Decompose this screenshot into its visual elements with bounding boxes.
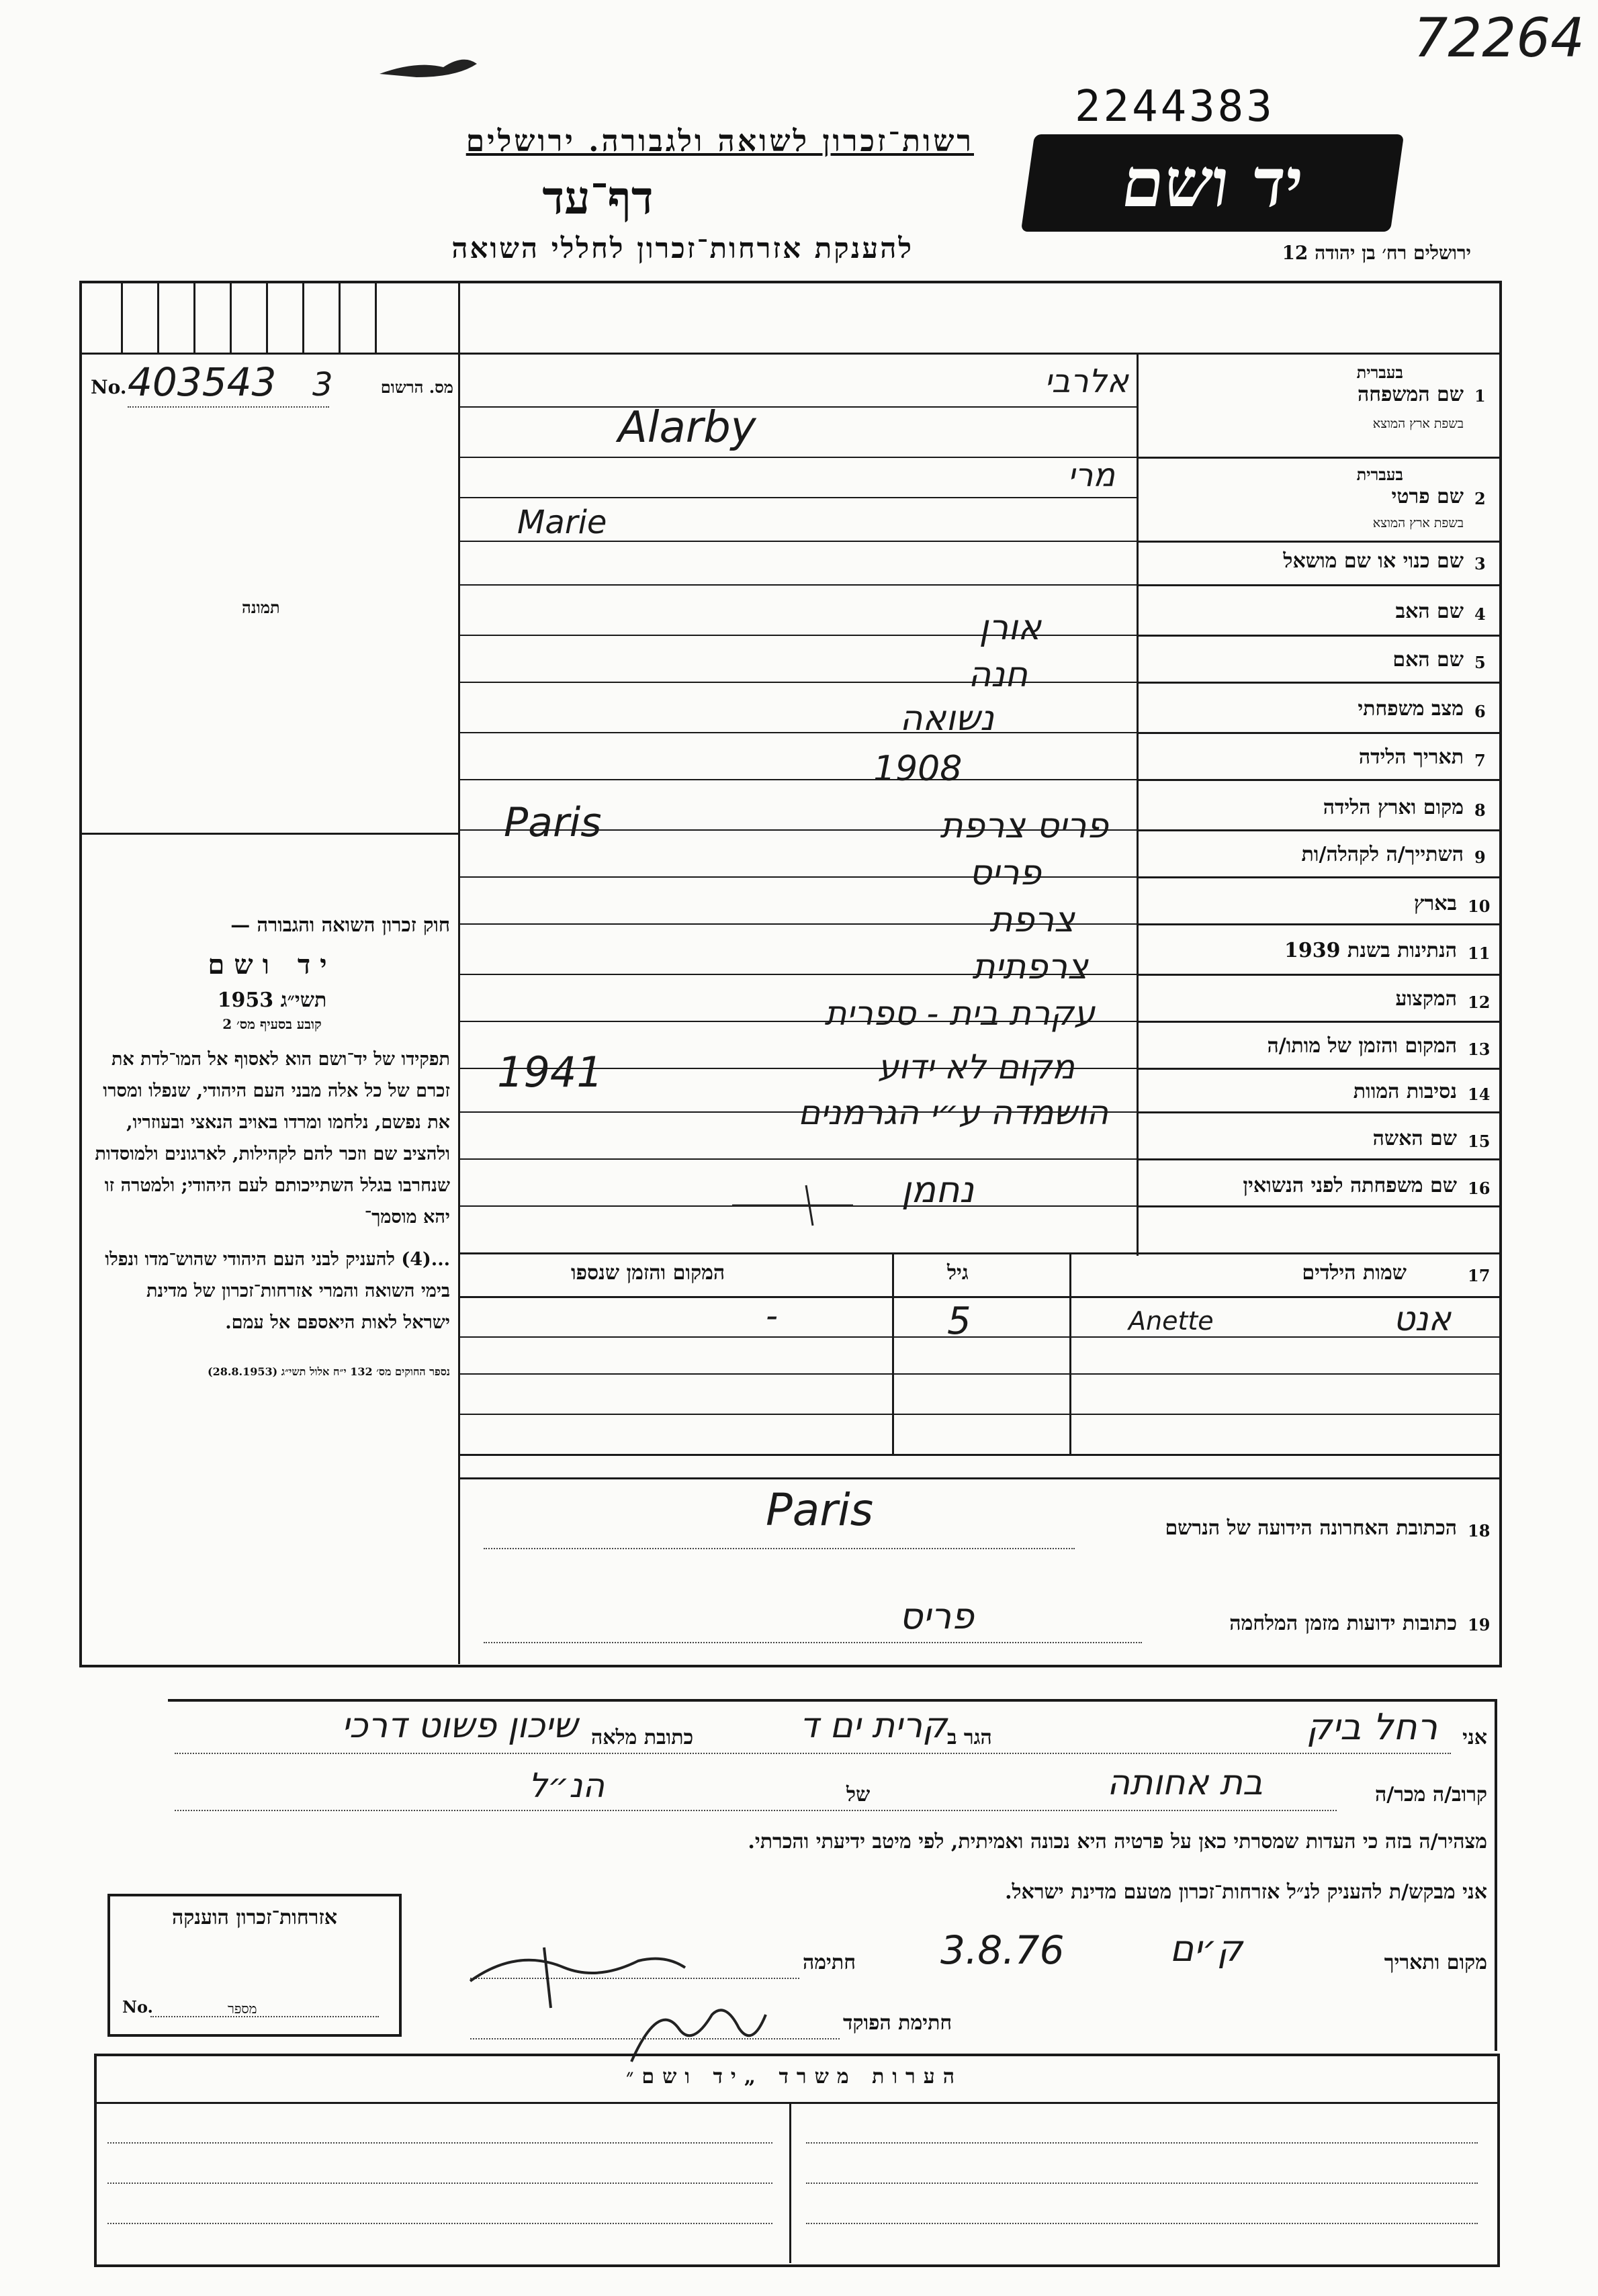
profession: עקרת בית - ספרית <box>824 994 1095 1033</box>
law-clause: קובע בסעיף מס׳ 2 <box>222 1016 322 1032</box>
maiden-name: נחמן <box>901 1168 974 1211</box>
field-8-number: 8 <box>1474 800 1486 820</box>
community: פריס <box>969 853 1041 893</box>
children-age-header: גיל <box>947 1261 969 1285</box>
field-1-label: שם המשפחה <box>1357 383 1464 406</box>
form-title: דף־עד <box>542 171 654 225</box>
yad-vashem-logo: יד ושם <box>1021 134 1404 232</box>
relation-label: קרוב/ה מכר/ה <box>1375 1783 1487 1806</box>
field-10-number: 10 <box>1468 897 1491 916</box>
field-16-label: שם משפחתה לפני הנשואין <box>1243 1174 1457 1197</box>
field-6-label: מצב משפחתי <box>1358 697 1464 721</box>
field-10-label: בארץ <box>1413 892 1457 915</box>
field-2-number: 2 <box>1474 489 1486 508</box>
field-17-number: 17 <box>1468 1266 1491 1285</box>
granted-box <box>107 1894 402 2037</box>
witness-i-label: אני <box>1462 1726 1487 1749</box>
field-4-number: 4 <box>1474 604 1486 624</box>
witness-address-label: כתובת מלאה <box>591 1726 694 1749</box>
surname-latin: Alarby <box>618 403 756 453</box>
child-1-name-hebrew: אנט <box>1393 1299 1451 1338</box>
org-line: רשות־זכרון לשואה ולגבורה. ירושלים <box>465 124 974 158</box>
field-13-number: 13 <box>1468 1040 1491 1059</box>
field-8-label: מקום וארץ הלידה <box>1323 796 1464 819</box>
place-value: ק׳ים <box>1169 1927 1243 1970</box>
birth-place-latin: Paris <box>504 799 602 846</box>
archive-number: 72264 <box>1413 7 1585 69</box>
field-12-number: 12 <box>1468 993 1491 1012</box>
war-address: פריס <box>899 1595 974 1637</box>
notes-title: הערות משרד „יד ושם״ <box>625 2065 963 2088</box>
field-9-number: 9 <box>1474 847 1486 867</box>
granted-no-label: No. <box>122 1997 153 2017</box>
field-2-label: שם פרטי <box>1391 485 1464 508</box>
field-1-number: 1 <box>1474 386 1486 406</box>
witness-city: קרית ים ד <box>799 1706 947 1746</box>
child-1-name-latin: Anette <box>1128 1306 1214 1336</box>
field-14-number: 14 <box>1468 1085 1491 1104</box>
field-16-number: 16 <box>1468 1179 1491 1198</box>
field-18-number: 18 <box>1468 1521 1491 1541</box>
field-15-number: 15 <box>1468 1132 1491 1151</box>
country: צרפת <box>989 900 1075 940</box>
witness-address: שיכון פשוט דרכי <box>341 1706 578 1746</box>
child-1-place: - <box>766 1296 779 1335</box>
granted-number-label: מספר <box>228 2001 257 2017</box>
document-number: 2244383 <box>1075 82 1275 132</box>
field-3-number: 3 <box>1474 554 1486 573</box>
relation-value: בת אחותה <box>1107 1763 1263 1803</box>
field-12-label: המקצוע <box>1395 987 1457 1011</box>
field-4-label: שם האב <box>1395 600 1464 623</box>
surname-hebrew: אלרבי <box>1045 363 1128 400</box>
registration-row <box>91 359 453 405</box>
law-name: יד ושם <box>208 949 337 980</box>
law-year: תשי״ג 1953 <box>217 989 327 1012</box>
birth-date: 1908 <box>873 749 963 789</box>
registration-label: מס. הרשום <box>380 377 453 397</box>
date-value: 3.8.76 <box>940 1927 1065 1973</box>
field-2-origin-label: בשפת ארץ המוצא <box>1372 516 1464 531</box>
field-14-label: נסיבות המוות <box>1353 1080 1457 1103</box>
field-11-number: 11 <box>1468 944 1491 963</box>
field-15-label: שם האשה <box>1372 1127 1457 1150</box>
field-1-origin-label: בשפת ארץ המוצא <box>1372 416 1464 431</box>
witness-lives-label: הגר ב <box>947 1726 992 1749</box>
field-7-number: 7 <box>1474 751 1486 770</box>
declaration-text: מצהיר/ה בזה כי העדות שמסרתי כאן על פרטיה היא נכונה ואמיתית, לפי מיטב ידיעתי והכרתי. <box>748 1830 1487 1853</box>
child-1-age: 5 <box>947 1299 971 1343</box>
first-name-latin: Marie <box>517 504 607 541</box>
first-name-hebrew: מרי <box>1067 457 1115 494</box>
father-name: אורן <box>979 608 1041 648</box>
ink-mark <box>376 40 484 87</box>
place-date-label: מקום ותאריך <box>1384 1951 1487 1974</box>
field-11-label: הנתינות בשנת 1939 <box>1284 939 1457 962</box>
granted-title: אזרחות־זכרון הוענקה <box>171 1906 338 1929</box>
form-subtitle: להענקת אזרחות־זכרון לחללי השואה <box>451 232 914 265</box>
field-3-label: שם כנוי או שם מושאל <box>1283 549 1464 573</box>
field-6-number: 6 <box>1474 702 1486 721</box>
field-2-hebrew-label: בעברית <box>1356 465 1403 484</box>
last-address-label: הכתובת האחרונה הידועה של הנרשם <box>1165 1516 1457 1540</box>
registration-suffix: 3 <box>312 366 333 404</box>
request-text: אני מבקש/ת להעניק לנ״ל אזרחות־זכרון מטעם מדינת ישראל. <box>1005 1880 1487 1904</box>
death-circumstances: הושמדה ע״י הגרמנים <box>798 1093 1108 1132</box>
law-box <box>94 913 450 1379</box>
of-label: של <box>846 1783 871 1806</box>
field-9-label: השתייך/ה לקהלה/ות <box>1301 843 1464 866</box>
witness-name: רחל ביק <box>1306 1706 1437 1748</box>
field-5-number: 5 <box>1474 653 1486 672</box>
nationality-1939: צרפתית <box>972 947 1088 987</box>
children-place-header: המקום והזמן שנספו <box>571 1261 725 1285</box>
law-footnote: נספר החוקים מס׳ 132 י״ח אלול תשי״ג (28.8.1953) <box>207 1365 450 1378</box>
signature-label: חתימה <box>803 1951 856 1974</box>
officer-signature-label: חתימת הפוקד <box>843 2011 952 2035</box>
law-body-2: ...(4) להעניק לבני העם היהודי שהוש־מדו ונפלו בימי השואה והמרי אזרחות־זכרון של מדינת ישראל לאות היאספם אל עמם. <box>105 1249 450 1333</box>
ink-mark <box>725 1179 860 1232</box>
address-line: ירושלים רח׳ בן יהודה 12 <box>1282 242 1471 264</box>
last-address: Paris <box>766 1484 874 1536</box>
photo-label: תמונה <box>242 598 280 617</box>
of-value: הנ״ל <box>528 1766 605 1805</box>
registration-no-label: No. <box>91 376 127 398</box>
children-names-header: שמות הילדים <box>1302 1261 1407 1285</box>
field-7-label: תאריך הלידה <box>1358 745 1464 769</box>
law-heading: חוק זכרון השואה והגבורה — <box>230 913 450 936</box>
birth-place: פריס צרפת <box>940 806 1108 846</box>
death-year: 1941 <box>497 1048 603 1097</box>
field-19-number: 19 <box>1468 1615 1491 1635</box>
registration-number: 403543 <box>128 359 277 405</box>
war-address-label: כתובות ידועות מזמן המלחמה <box>1229 1612 1457 1635</box>
field-13-label: המקום והזמן של מותו/ה <box>1267 1034 1457 1058</box>
law-body: תפקידו של יד־ושם הוא לאסוף אל המו־לדת את זכרם של כל אלה מבני העם היהודי, שנפלו ומסרו את נפשם, נלחמו ומרדו באויב הנאצי ובעוזריו, ולהציב שם וזכר להם לקהילות, לארגונים ולמוסדות שנחרבו בגלל השתייכותם לעם היהודי; ולמטרה זו יהא מוסמך־ <box>95 1049 450 1228</box>
marital-status: נשואה <box>899 698 994 739</box>
field-5-label: שם האם <box>1392 648 1464 672</box>
death-place: מקום לא ידוע <box>877 1048 1075 1087</box>
mother-name: חנה <box>968 655 1028 695</box>
field-1-hebrew-label: בעברית <box>1356 363 1403 382</box>
